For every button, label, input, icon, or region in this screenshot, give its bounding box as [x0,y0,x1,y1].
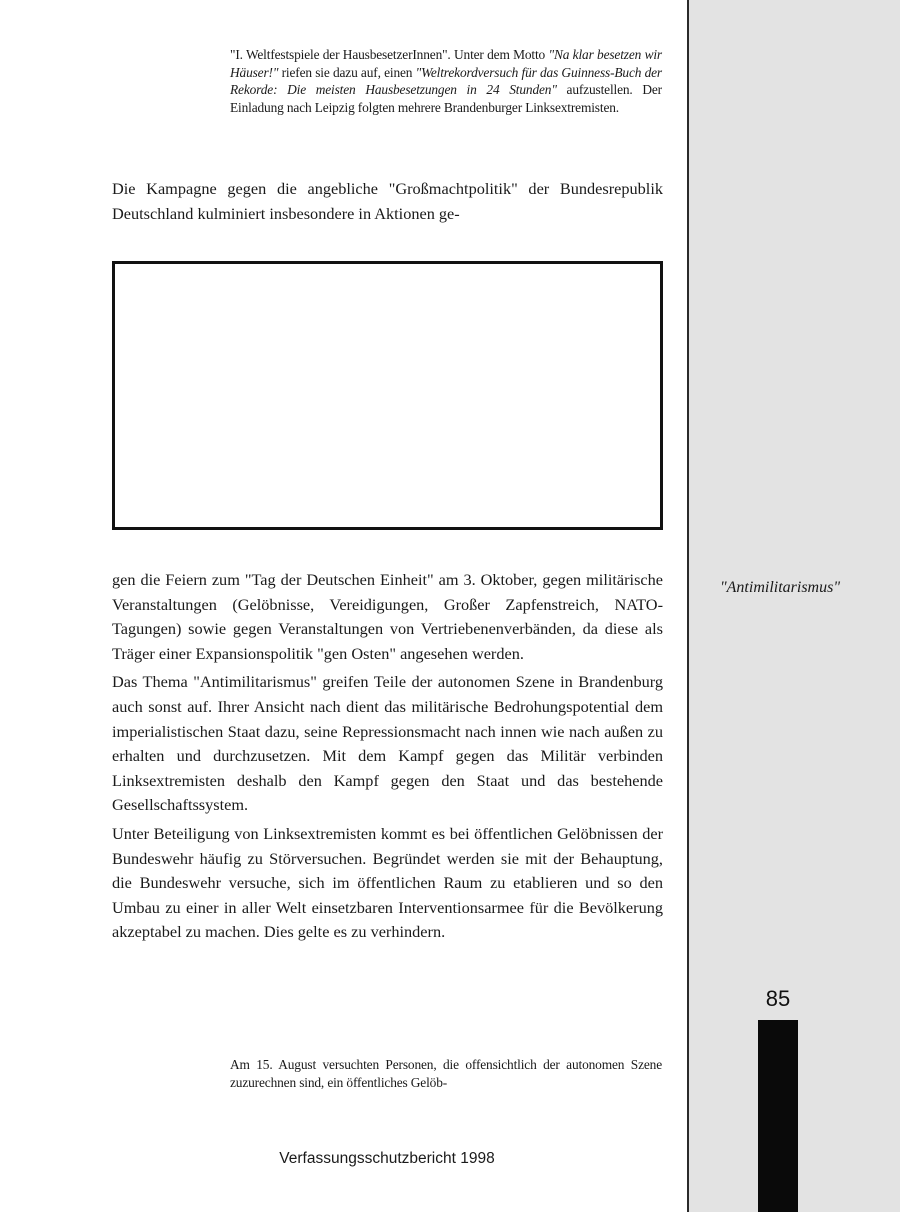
indented-quote-bottom: Am 15. August versuchten Personen, die offensichtlich der autonomen Szene zuzurechnen sind, ein öffentliches Gelöb- [230,1057,662,1090]
quote-record-attempt: "Weltrekordversuch für das Guinness-Buch der Rekorde: Die meisten Hausbesetzungen in 24 Stunden" [230,64,662,98]
image-placeholder [112,261,663,530]
indented-quote-top [230,46,662,116]
quote-text: "I. Weltfestspiele der HausbesetzerInnen". Unter dem Motto [230,47,549,62]
paragraph-intro: Die Kampagne gegen die angebliche "Großmachtpolitik" der Bundesrepublik Deutschland kulminiert insbesondere in Aktionen ge- [112,179,663,223]
margin-note: "Antimilitarismus" [719,579,841,596]
body-text-upper [112,177,663,230]
quote-text: aufzustellen. Der Einladung nach Leipzig folgten mehrere Brandenburger Linksextremisten. [230,82,662,115]
body-text-lower [112,568,663,949]
paragraph-antimilitarismus: Das Thema "Antimilitarismus" greifen Teile der autonomen Szene in Brandenburg auch sonst auf. Ihrer Ansicht nach dient das militärische Bedrohungspotential dem imperialistischen Staat dazu, seine Repressionsmacht nach innen wie nach außen zu erhalten und durchzusetzen. Mit dem Kampf gegen das Militär verbinden Linksextremisten deshalb den Kampf gegen den Staat und das bestehende Gesellschaftssystem. [112,672,663,815]
quote-motto: "Na klar besetzen wir Häuser!" [230,47,662,80]
paragraph-continued: gen die Feiern zum "Tag der Deutschen Einheit" am 3. Oktober, gegen militärische Veranstaltungen (Gelöbnisse, Vereidigungen, Großer Zapfenstreich, NATO-Tagungen) sowie gegen Veranstaltungen von Vertriebenenverbänden, da diese als Träger einer Expansionspolitik "gen Osten" angesehen werden. [112,570,663,663]
paragraph-geloebnisse: Unter Beteiligung von Linksextremisten kommt es bei öffentlichen Gelöbnissen der Bundeswehr häufig zu Störversuchen. Begründet werden sie mit der Behauptung, die Bundeswehr versuche, sich im öffentlichen Raum zu etablieren und so den Umbau zu einer in aller Welt einsetzbaren Interventionsarmee für die Bevölkerung akzeptabel zu machen. Dies gelte es zu verhindern. [112,823,663,942]
page-footer: Verfassungsschutzbericht 1998 [279,1150,495,1167]
page-marker-bar [758,1020,798,1212]
quote-text: riefen sie dazu auf, einen [278,64,416,80]
page-number: 85 [765,986,791,1011]
